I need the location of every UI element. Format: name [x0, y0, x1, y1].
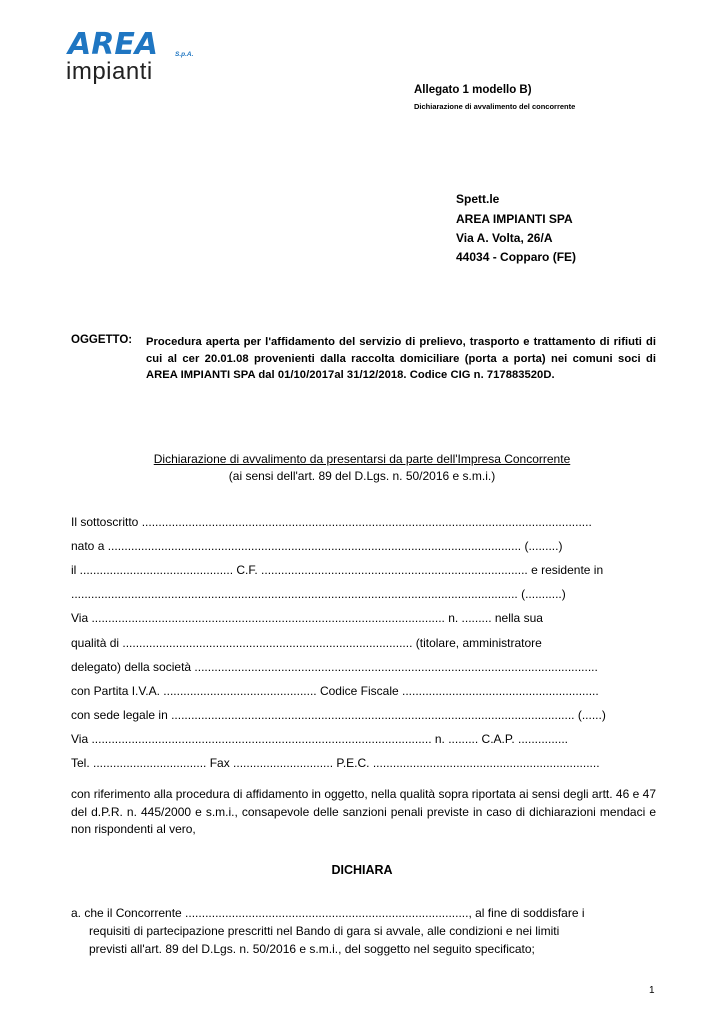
- allegato-title: Allegato 1 modello B): [414, 84, 532, 96]
- allegato-subtitle: Dichiarazione di avvalimento del concorrente: [414, 102, 576, 111]
- item-a-line-2: requisiti di partecipazione prescritti nel Bando di gara si avvale, alle condizioni e nei limiti: [89, 924, 560, 938]
- oggetto-label: OGGETTO:: [71, 334, 133, 346]
- address-line-3: Via A. Volta, 26/A: [456, 231, 553, 245]
- item-a: [71, 904, 656, 958]
- declaration-title: Dichiarazione di avvalimento da presentarsi da parte dell'Impresa Concorrente: [153, 452, 571, 466]
- address-line-1: Spett.le: [456, 192, 500, 206]
- form-line-qualita: qualità di ....................................................................................... (titolare, amministratore: [71, 636, 542, 650]
- form-line-residenza: ...................................................................................................................................... (...........): [71, 587, 566, 601]
- riferimento-paragraph: con riferimento alla procedura di affidamento in oggetto, nella qualità sopra riportata ai sensi degli artt. 46 e 47 del d.P.R. n. 445/2000 e s.m.i., consapevole delle sanzioni penali previste in caso di dichiarazioni mendaci e non rispondenti al vero,: [71, 787, 656, 836]
- dichiara-heading: DICHIARA: [331, 863, 393, 877]
- form-line-sottoscritto: Il sottoscritto .......................................................................................................................................: [71, 515, 592, 529]
- declaration-reference: (ai sensi dell'art. 89 del D.Lgs. n. 50/2016 e s.m.i.): [228, 469, 496, 483]
- form-line-via-sede: Via ...................................................................................................... n. ......... C.A.P. ...............: [71, 732, 569, 746]
- form-line-via: Via .......................................................................................................... n. ......... nella sua: [71, 611, 543, 625]
- form-line-sede: con sede legale in ......................................................................................................................... (......): [71, 708, 606, 722]
- form-line-societa: delegato) della società .........................................................................................................................: [71, 660, 598, 674]
- form-line-nato: nato a ............................................................................................................................ (.........): [71, 539, 563, 553]
- page-number: 1: [649, 985, 655, 996]
- form-line-cf: il .............................................. C.F. ................................................................................ e residente in: [71, 563, 604, 577]
- address-line-4: 44034 - Copparo (FE): [456, 250, 577, 264]
- form-line-piva: con Partita I.V.A. .............................................. Codice Fiscale ...........................................................: [71, 684, 599, 698]
- logo-brand: AREA: [68, 27, 159, 62]
- item-a-line-3: previsti all'art. 89 del D.Lgs. n. 50/2016 e s.m.i., del soggetto nel seguito specificato;: [89, 942, 535, 956]
- form-line-contatti: Tel. .................................. Fax .............................. P.E.C. ....................................................................: [71, 756, 600, 770]
- logo-sub: impianti: [66, 58, 153, 85]
- logo-suffix: S.p.A.: [175, 51, 194, 58]
- item-a-line-1: a. che il Concorrente ....................................................................................., al fine di soddisfare i: [71, 906, 585, 920]
- oggetto-text: Procedura aperta per l'affidamento del servizio di prelievo, trasporto e trattamento di rifiuti di cui al cer 20.01.08 provenienti dalla raccolta domiciliare (porta a porta) nei comuni soci di AREA IMPIANTI SPA dal 01/10/2017al 31/12/2018. Codice CIG n. 717883520D.: [146, 336, 656, 382]
- address-line-2: AREA IMPIANTI SPA: [456, 212, 573, 226]
